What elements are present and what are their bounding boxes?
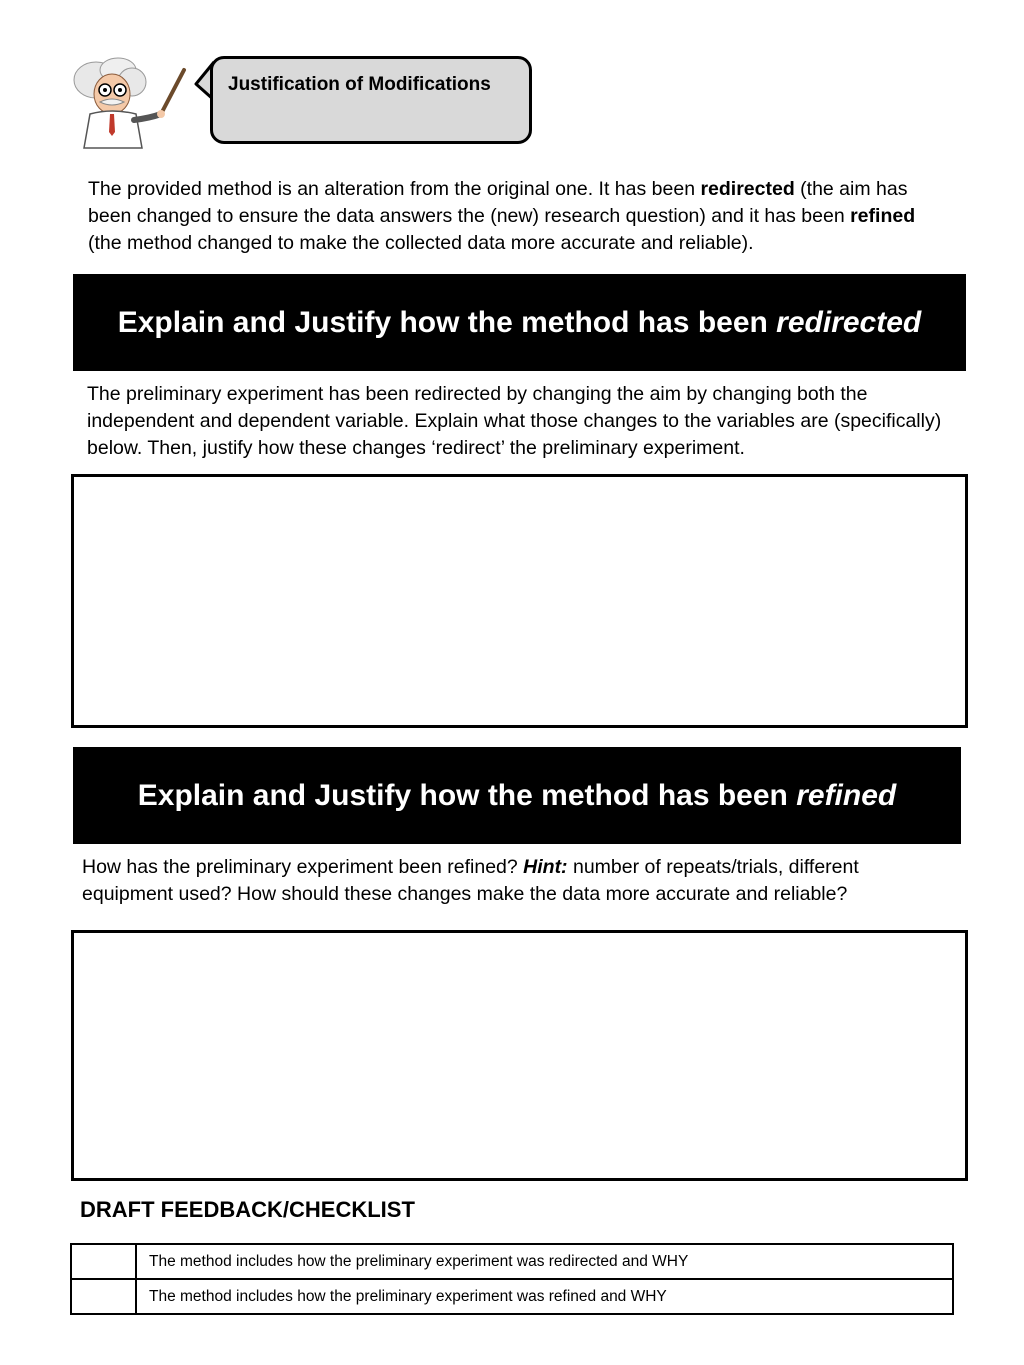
checklist-item: The method includes how the preliminary experiment was redirected and WHY bbox=[136, 1244, 953, 1279]
refined-instructions bbox=[82, 854, 952, 908]
redirected-heading-emphasis: redirected bbox=[776, 305, 922, 339]
scientist-pointer-icon bbox=[66, 52, 190, 152]
intro-text-3: (the method changed to make the collected data more accurate and reliable). bbox=[88, 232, 754, 254]
refined-instructions-text-1: How has the preliminary experiment been refined? bbox=[82, 856, 524, 878]
refined-answer-box[interactable] bbox=[71, 930, 968, 1181]
intro-text-1: The provided method is an alteration from the original one. It has been bbox=[88, 178, 701, 200]
checklist-item: The method includes how the preliminary experiment was refined and WHY bbox=[136, 1279, 953, 1314]
intro-bold-refined: refined bbox=[850, 205, 916, 227]
refined-heading-banner bbox=[73, 747, 961, 844]
checklist-tick-cell[interactable] bbox=[71, 1279, 136, 1314]
intro-paragraph bbox=[88, 176, 948, 257]
intro-bold-redirected: redirected bbox=[700, 178, 795, 200]
checklist-tick-cell[interactable] bbox=[71, 1244, 136, 1279]
checklist-heading: DRAFT FEEDBACK/CHECKLIST bbox=[80, 1197, 415, 1222]
redirected-answer-box[interactable] bbox=[71, 474, 968, 728]
intro-text-2: (the aim has been changed to ensure the data answers the (new) research question) and it has been bbox=[88, 178, 908, 227]
redirected-instructions: The preliminary experiment has been redirected by changing the aim by changing both the independent and dependent variable. Explain what those changes to the variables are (specifically) below. Then, justify how these changes ‘redirect’ the preliminary experiment. bbox=[87, 383, 942, 459]
checklist-row bbox=[71, 1279, 953, 1314]
refined-heading-emphasis: refined bbox=[796, 778, 897, 812]
refined-heading-text: Explain and Justify how the method has been bbox=[137, 778, 797, 812]
hint-label: Hint: bbox=[523, 856, 568, 878]
refined-instructions-text-2: number of repeats/trials, different equipment used? How should these changes make the data more accurate and reliable? bbox=[82, 856, 859, 905]
speech-bubble bbox=[210, 56, 532, 144]
redirected-heading-text: Explain and Justify how the method has been bbox=[117, 305, 777, 339]
redirected-heading-banner bbox=[73, 274, 966, 371]
checklist-table bbox=[70, 1243, 954, 1315]
bubble-title: Justification of Modifications bbox=[228, 74, 491, 95]
checklist-row bbox=[71, 1244, 953, 1279]
